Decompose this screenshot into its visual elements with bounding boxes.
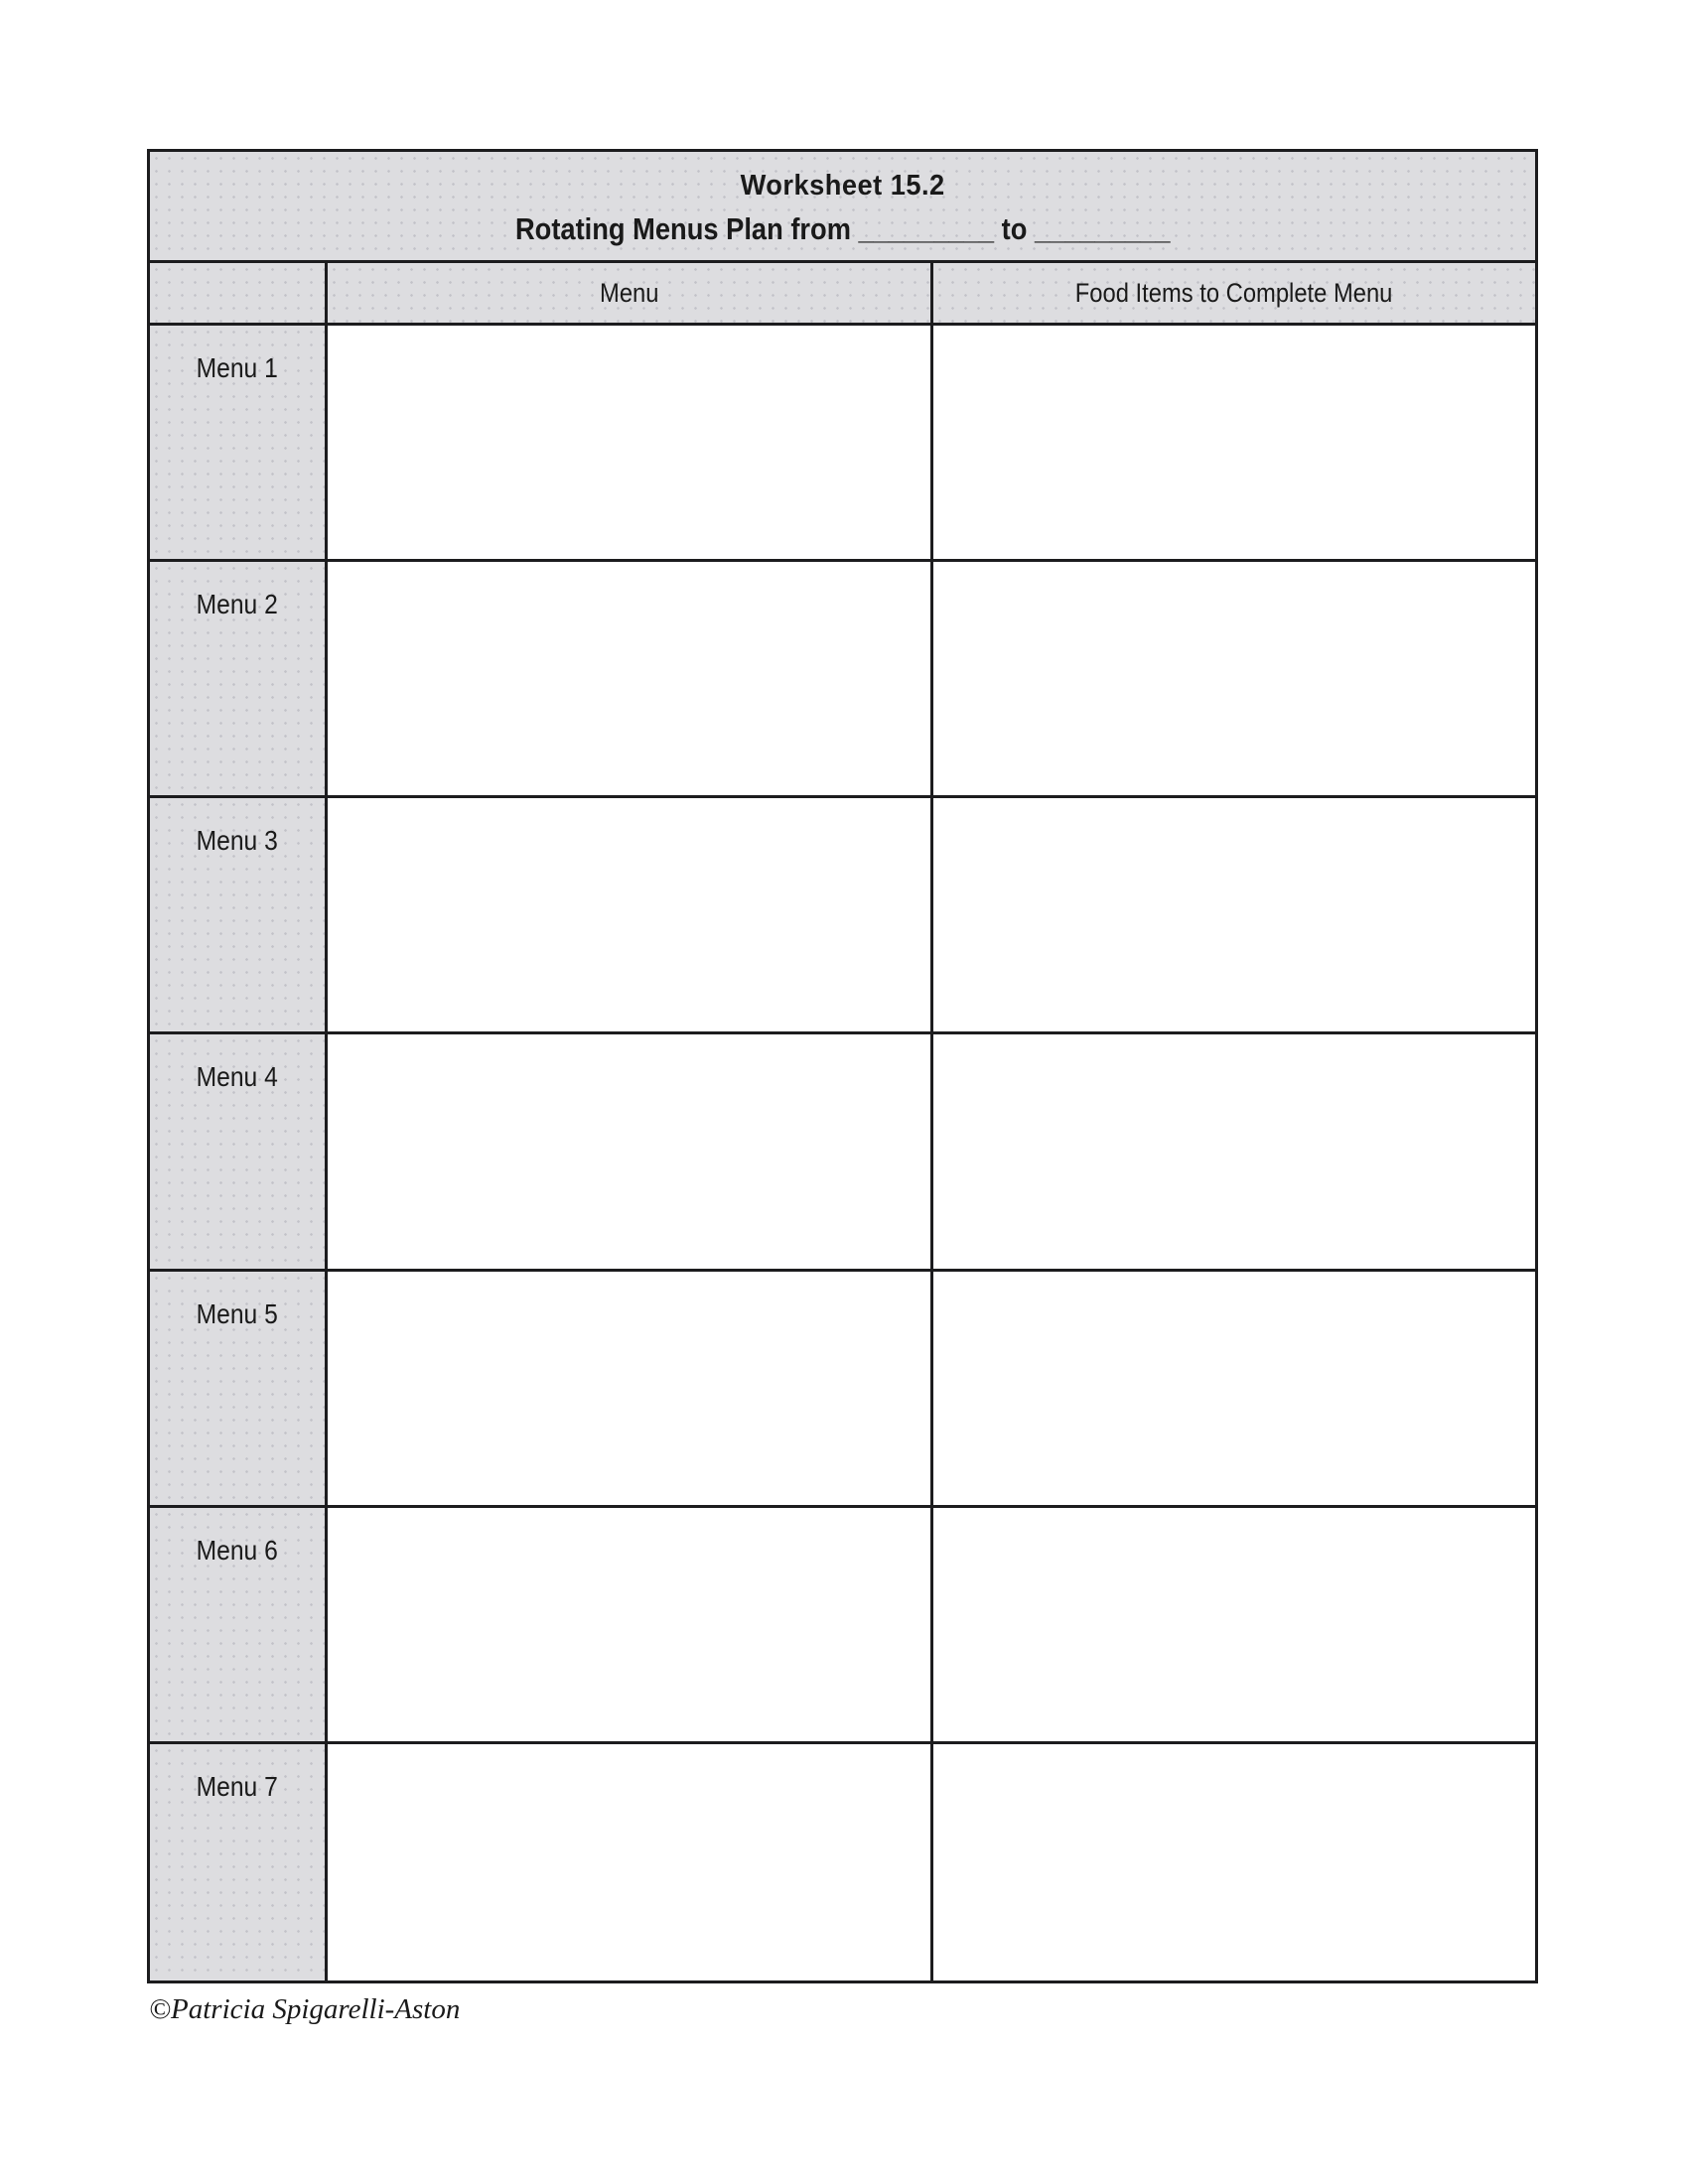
copyright-credit: ©Patricia Spigarelli-Aston [149,1993,461,2025]
table-title-block [150,152,1535,263]
row-label-menu-3 [150,798,328,1034]
food-items-entry-cell-6 [933,1508,1535,1744]
food-items-entry-cell-2 [933,562,1535,798]
food-items-column-label: Food Items to Complete Menu [1075,277,1393,308]
food-items-entry-cell-5 [933,1272,1535,1508]
food-items-entry-cell-1 [933,326,1535,562]
column-header-food-items [933,263,1535,326]
menu-entry-cell-7 [328,1744,933,1980]
column-header-menu [328,263,933,326]
food-items-entry-cell-4 [933,1034,1535,1271]
menu-entry-cell-5 [328,1272,933,1508]
menu-entry-cell-2 [328,562,933,798]
rotating-menus-table [147,149,1538,1983]
food-items-entry-cell-7 [933,1744,1535,1980]
worksheet-subtitle: Rotating Menus Plan from _________ to _________ [514,210,1171,246]
worksheet-number-title: Worksheet 15.2 [740,169,945,202]
menu-entry-cell-3 [328,798,933,1034]
column-header-row-labels [150,263,328,326]
row-label-text: Menu 5 [196,1297,279,1329]
menu-column-label: Menu [599,277,659,308]
row-label-menu-2 [150,562,328,798]
row-label-text: Menu 2 [196,589,279,620]
menu-entry-cell-1 [328,326,933,562]
row-label-text: Menu 7 [196,1770,279,1802]
row-label-menu-6 [150,1508,328,1744]
row-label-menu-7 [150,1744,328,1980]
menu-entry-cell-4 [328,1034,933,1271]
row-label-menu-5 [150,1272,328,1508]
row-label-text: Menu 4 [196,1061,279,1093]
row-label-text: Menu 1 [196,352,279,383]
row-label-menu-1 [150,326,328,562]
row-label-text: Menu 3 [196,825,279,857]
row-label-menu-4 [150,1034,328,1271]
row-label-text: Menu 6 [196,1534,279,1566]
menu-entry-cell-6 [328,1508,933,1744]
food-items-entry-cell-3 [933,798,1535,1034]
